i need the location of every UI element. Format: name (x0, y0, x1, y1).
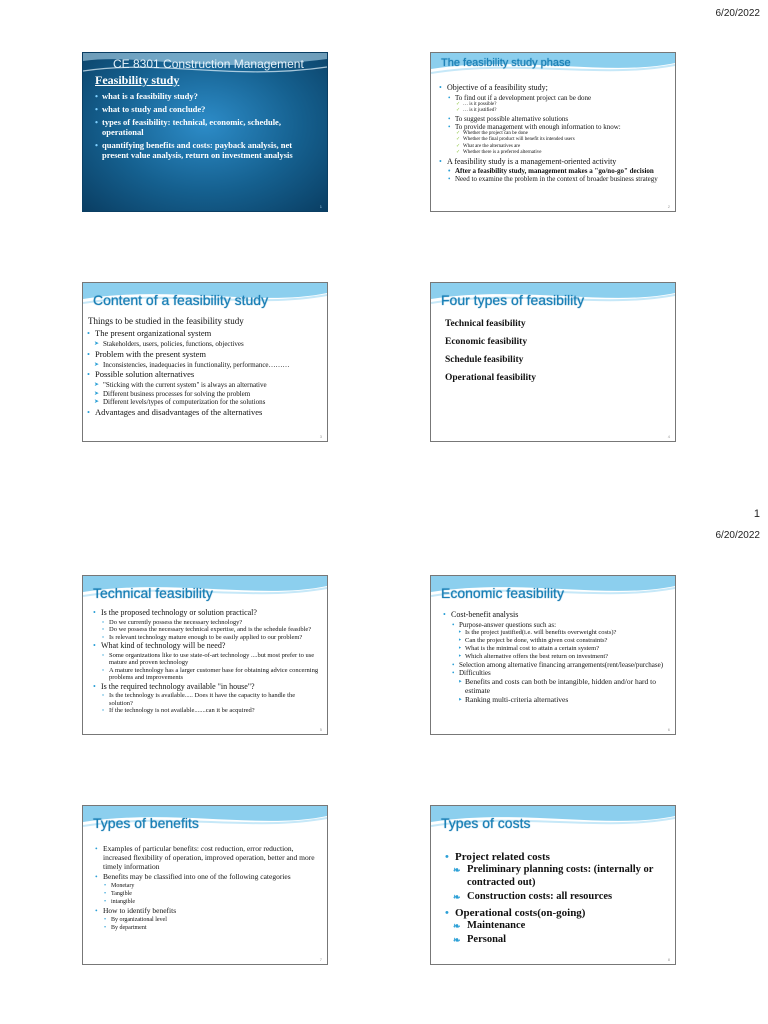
page-number: 1 (753, 508, 760, 520)
list-item: ▫ Some organizations like to use state-of-art technology ....but most prefer to use mature and proven technology (93, 652, 319, 667)
list-item: • A feasibility study is a management-oriented activity (439, 157, 667, 167)
slide-number: 2 (667, 204, 670, 209)
slide-5-technical (82, 575, 328, 735)
list-item: • After a feasibility study, management makes a "go/no-go" decision (439, 167, 667, 175)
list-item: • types of feasibility: technical, economic, schedule, operational (95, 117, 317, 137)
list-item: ▫ Do we possess the necessary technical expertise, and is the schedule feasible? (93, 626, 319, 634)
slide-number: 4 (667, 434, 670, 439)
list-item: • To find out if a development project can be done (439, 94, 667, 102)
list-item: ✓ … is it justified? (439, 108, 667, 115)
slide-number: 6 (667, 727, 670, 732)
list-item: ✓ … is it possible? (439, 102, 667, 109)
list-item: • intangible (95, 898, 319, 906)
slide-number: 3 (319, 434, 322, 439)
slide-content (443, 610, 667, 704)
slide-2-feasibility-phase (430, 52, 676, 212)
list-item: Technical feasibility (445, 319, 526, 329)
list-item: • Objective of a feasibility study; (439, 83, 667, 93)
list-item: ▫ Is relevant technology mature enough to be easily applied to our problem? (93, 634, 319, 642)
slide-8-costs (430, 805, 676, 965)
list-item: ✓ What are the alternatives are (439, 144, 667, 151)
slide-intro: Things to be studied in the feasibility study (88, 316, 244, 326)
list-item: ‣ Can the project be done, within given cost constraints? (443, 637, 667, 645)
list-item: • Benefits may be classified into one of the following categories (95, 872, 319, 881)
slide-number: 1 (319, 204, 322, 209)
slide-title: Types of costs (441, 815, 531, 831)
list-item: Schedule feasibility (445, 355, 524, 365)
list-item: • Is the proposed technology or solution practical? (93, 608, 319, 618)
slide-title: Content of a feasibility study (93, 292, 269, 308)
list-item: ❧ Construction costs: all resources (445, 891, 667, 904)
list-item: • Is the required technology available "in house"? (93, 682, 319, 692)
slide-heading: Feasibility study (95, 73, 180, 87)
list-item: • Operational costs(on-going) (445, 906, 667, 920)
list-item: • Project related costs (445, 850, 667, 864)
page-date-middle: 6/20/2022 (715, 530, 760, 541)
list-item: ▫ Is the technology is available..... Does it have the capacity to handle the solution? (93, 692, 319, 707)
page-date-top: 6/20/2022 (715, 8, 760, 19)
list-item: • quantifying benefits and costs: payback analysis, net present value analysis, return on investment analysis (95, 140, 317, 160)
list-item: ➤ Inconsistencies, inadequacies in functionality, performance……… (87, 361, 319, 370)
list-item: ➤ Different business processes for solving the problem (87, 390, 319, 399)
course-title: CE 8301 Construction Management (113, 57, 304, 71)
slide-content (445, 315, 667, 387)
list-item: ▫ Do we currently possess the necessary technology? (93, 619, 319, 627)
list-item: • Difficulties (443, 669, 667, 677)
list-item: • Tangible (95, 890, 319, 898)
slide-1-cover (82, 52, 328, 212)
list-item: ‣ Benefits and costs can both be intangible, hidden and/or hard to estimate (443, 677, 667, 695)
list-item: • To provide management with enough information to know: (439, 123, 667, 131)
list-item: • Examples of particular benefits: cost reduction, error reduction, increased flexibility of operation, improved operation, better and more timely information (95, 844, 319, 871)
slide-4-four-types (430, 282, 676, 442)
slide-title: Economic feasibility (441, 585, 564, 601)
list-item: • Problem with the present system (87, 349, 319, 360)
list-item: ‣ Ranking multi-criteria alternatives (443, 695, 667, 704)
slide-content (445, 850, 667, 949)
slide-7-benefits (82, 805, 328, 965)
slide-content (87, 328, 319, 419)
list-item: • To suggest possible alternative solutions (439, 115, 667, 123)
slide-title: The feasibility study phase (441, 57, 571, 69)
list-item: • Advantages and disadvantages of the alternatives (87, 407, 319, 418)
list-item: Economic feasibility (445, 337, 528, 347)
list-item: ▫ If the technology is not available.......can it be acquired? (93, 707, 319, 715)
list-item: • By department (95, 924, 319, 932)
list-item: ‣ What is the minimal cost to attain a certain system? (443, 645, 667, 653)
list-item: • Need to examine the problem in the context of broader business strategy (439, 175, 667, 183)
list-item: Operational feasibility (445, 373, 537, 383)
list-item: • How to identify benefits (95, 906, 319, 915)
list-item: ✓ Whether there is a preferred alternative (439, 150, 667, 157)
list-item: • What kind of technology will be need? (93, 641, 319, 651)
list-item: ✓ Whether the project can be done (439, 131, 667, 138)
list-item: • Possible solution alternatives (87, 369, 319, 380)
slide-title: Four types of feasibility (441, 292, 585, 308)
list-item: ➤ "Sticking with the current system" is always an alternative (87, 381, 319, 390)
slide-number: 5 (319, 727, 322, 732)
list-item: • By organizational level (95, 916, 319, 924)
cover-bullet-list (95, 91, 317, 163)
slide-title: Technical feasibility (93, 585, 213, 601)
list-item: ❧ Preliminary planning costs: (internally or contracted out) (445, 864, 667, 889)
slide-6-economic (430, 575, 676, 735)
list-item: ➤ Different levels/types of computerization for the solutions (87, 398, 319, 407)
slide-content (95, 844, 319, 932)
list-item: ❧ Maintenance (445, 920, 667, 933)
slide-content (93, 608, 319, 715)
list-item: ➤ Stakeholders, users, policies, functions, objectives (87, 340, 319, 349)
list-item: ✓ Whether the final product will benefit its intended users (439, 137, 667, 144)
slide-number: 8 (667, 957, 670, 962)
list-item: • what to study and conclude? (95, 104, 317, 114)
list-item: ‣ Which alternative offers the best return on investment? (443, 653, 667, 661)
list-item: ‣ Is the project justified(i.e. will benefits overweight costs)? (443, 629, 667, 637)
list-item: • Cost-benefit analysis (443, 610, 667, 620)
list-item: ❧ Personal (445, 934, 667, 947)
slide-3-content (82, 282, 328, 442)
slide-content (439, 83, 667, 183)
slide-title: Types of benefits (93, 815, 199, 831)
slide-number: 7 (319, 957, 322, 962)
list-item: • Purpose-answer questions such as: (443, 621, 667, 629)
list-item: • The present organizational system (87, 328, 319, 339)
list-item: • Monetary (95, 882, 319, 890)
list-item: ▫ A mature technology has a larger customer base for obtaining advice concerning problems and improvements (93, 667, 319, 682)
list-item: • Selection among alternative financing arrangements(rent/lease/purchase) (443, 661, 667, 669)
list-item: • what is a feasibility study? (95, 91, 317, 101)
